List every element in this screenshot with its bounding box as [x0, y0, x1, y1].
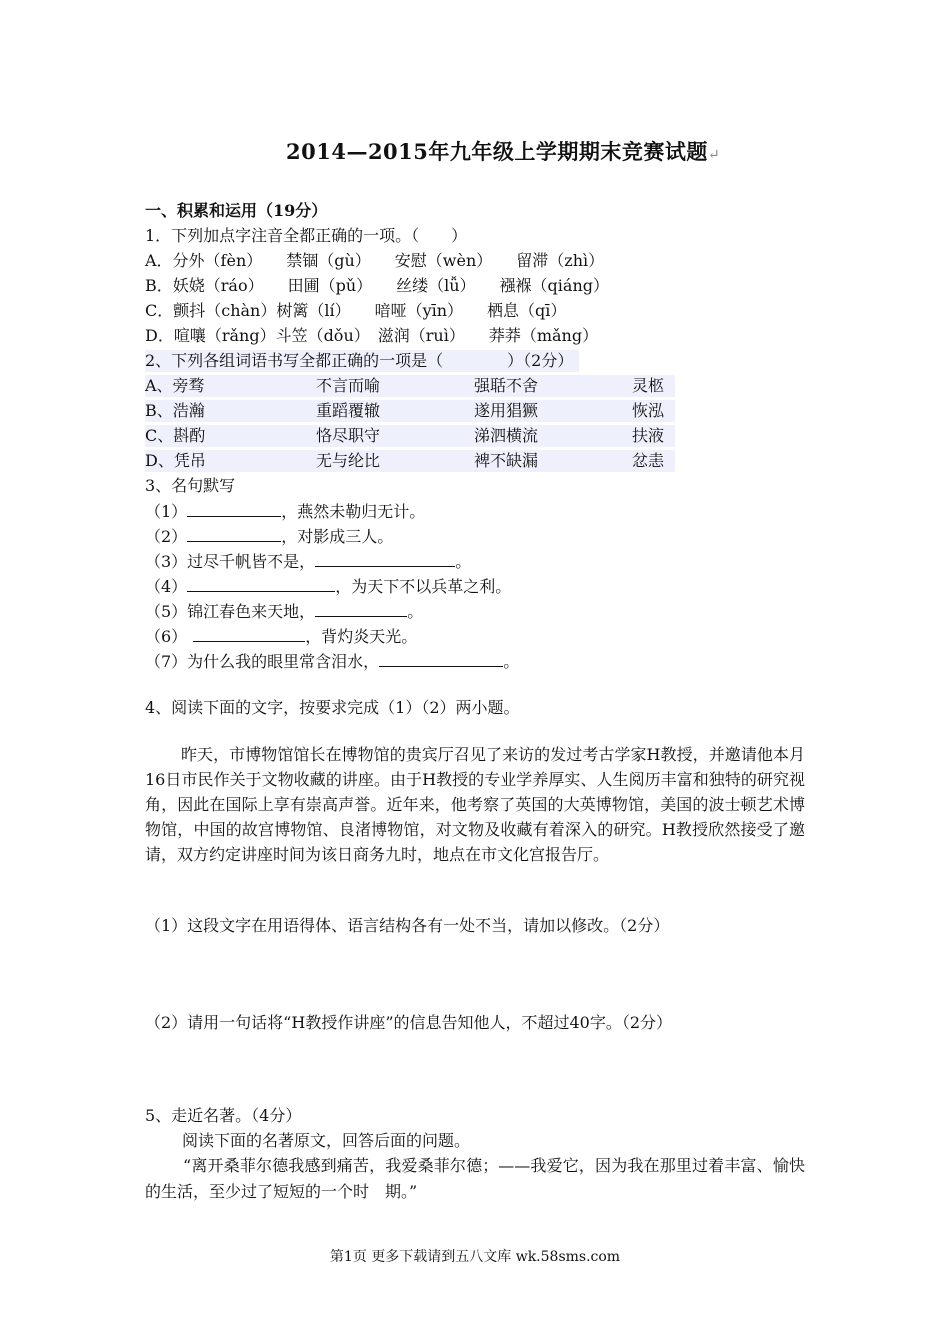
recitation-suffix: 。 — [503, 652, 520, 671]
question-2-option-a-2: 不言而喻 — [316, 376, 381, 395]
question-2-option-a-4: 灵柩 — [632, 376, 665, 395]
paragraph-mark-icon: ↵ — [707, 147, 721, 163]
exam-title — [286, 136, 720, 166]
question-2-stem: 2、下列各组词语书写全都正确的一项是（ ）（2分） — [145, 350, 579, 372]
answer-blank[interactable] — [187, 525, 281, 542]
recitation-prefix: （2） — [145, 527, 188, 546]
recitation-suffix: 。 — [407, 602, 424, 621]
answer-blank[interactable] — [315, 600, 407, 617]
exam-title-text: 2014—2015年九年级上学期期末竞赛试题 — [286, 139, 708, 164]
question-2-row-b — [145, 400, 675, 422]
question-5-quote: “离开桑菲尔德我感到痛苦，我爱桑菲尔德；——我爱它，因为我在那里过着丰富、愉快的生活，至少过了短短的一个时 期。” — [145, 1156, 805, 1201]
recitation-suffix: ，对影成三人。 — [281, 527, 394, 546]
question-2-option-a-1: A、旁骛 — [145, 376, 205, 395]
recitation-suffix: 。 — [455, 552, 472, 571]
question-2-row-d — [145, 450, 675, 472]
question-2-option-d-1: D、凭吊 — [145, 451, 206, 470]
recitation-item-5 — [145, 600, 423, 623]
question-2-option-c-4: 扶液 — [632, 426, 665, 445]
recitation-suffix: ，为天下不以兵革之利。 — [335, 577, 512, 596]
question-4-stem: 4、阅读下面的文字，按要求完成（1）（2）两小题。 — [145, 698, 520, 717]
answer-blank[interactable] — [193, 625, 305, 642]
recitation-prefix: （7）为什么我的眼里常含泪水， — [145, 652, 380, 671]
recitation-suffix: ，背灼炎天光。 — [305, 627, 418, 646]
question-2-option-c-3: 涕泗横流 — [474, 426, 539, 445]
recitation-item-2 — [145, 525, 393, 548]
recitation-item-4 — [145, 575, 511, 598]
question-1-option-c: C．颤抖（chàn）树篱（lí） 喑哑（yīn） 栖息（qī） — [145, 301, 567, 320]
recitation-prefix: （3）过尽千帆皆不是， — [145, 552, 316, 571]
question-1-option-d: D．喧嚷（rǎng）斗笠（dǒu） 滋润（ruì） 莽莽（mǎng） — [145, 326, 599, 345]
question-1-stem: 1．下列加点字注音全都正确的一项。（ ） — [145, 226, 468, 245]
question-2-option-b-4: 恢泓 — [632, 401, 665, 420]
question-2-row-c — [145, 425, 675, 447]
question-1-option-b: B．妖娆（ráo） 田圃（pǔ） 丝缕（lǚ） 襁褓（qiáng） — [145, 276, 609, 295]
question-5-intro: 阅读下面的名著原文，回答后面的问题。 — [182, 1131, 471, 1150]
answer-blank[interactable] — [187, 500, 281, 517]
question-2-option-a-3: 强聒不舍 — [474, 376, 539, 395]
question-4-passage: 昨天，市博物馆馆长在博物馆的贵宾厅召见了来访的发过考古学家H教授，并邀请他本月16日市民作关于文物收藏的讲座。由于H教授的专业学养厚实、人生阅历丰富和独特的研究视角，因此在国际上享有崇高声誉。近年来，他考察了英国的大英博物馆，美国的波士顿艺术博物馆，中国的故宫博物馆、良渚博物馆，对文物及收藏有着深入的研究。H教授欣然接受了邀请，双方约定讲座时间为该日商务九时，地点在市文化宫报告厅。 — [145, 745, 805, 864]
recitation-item-3 — [145, 550, 471, 573]
recitation-item-6 — [145, 625, 417, 648]
recitation-prefix: （6） — [145, 627, 188, 646]
question-2-option-c-1: C、斟酌 — [145, 426, 206, 445]
recitation-prefix: （5）锦江春色来天地， — [145, 602, 316, 621]
answer-blank[interactable] — [187, 575, 335, 592]
page-footer: 第1页 更多下载请到五八文库 wk.58sms.com — [329, 1249, 621, 1265]
question-2-option-b-3: 遂用猖獗 — [474, 401, 539, 420]
recitation-prefix: （1） — [145, 502, 188, 521]
question-2-option-b-1: B、浩瀚 — [145, 401, 205, 420]
recitation-prefix: （4） — [145, 577, 188, 596]
question-4-sub-2: （2）请用一句话将“H教授作讲座”的信息告知他人，不超过40字。（2分） — [145, 1013, 673, 1032]
question-1-option-a: A．分外（fèn） 禁锢（gù） 安慰（wèn） 留滞（zhì） — [145, 251, 605, 270]
recitation-item-1 — [145, 500, 425, 523]
question-2-option-d-4: 忿恚 — [632, 451, 665, 470]
question-4-sub-1: （1）这段文字在用语得体、语言结构各有一处不当，请加以修改。（2分） — [145, 916, 670, 935]
question-2-option-c-2: 恪尽职守 — [316, 426, 381, 445]
question-2-option-b-2: 重蹈覆辙 — [316, 401, 381, 420]
question-5-stem: 5、走近名著。（4分） — [145, 1106, 302, 1125]
answer-blank[interactable] — [379, 650, 503, 667]
question-2-option-d-2: 无与纶比 — [316, 451, 381, 470]
recitation-item-7 — [145, 650, 519, 673]
question-3-stem: 3、名句默写 — [145, 476, 236, 495]
question-2-option-d-3: 裨不缺漏 — [474, 451, 539, 470]
recitation-suffix: ，燕然未勒归无计。 — [281, 502, 426, 521]
question-2-row-a — [145, 375, 675, 397]
answer-blank[interactable] — [315, 550, 455, 567]
section-heading: 一、积累和运用（19分） — [145, 201, 328, 220]
